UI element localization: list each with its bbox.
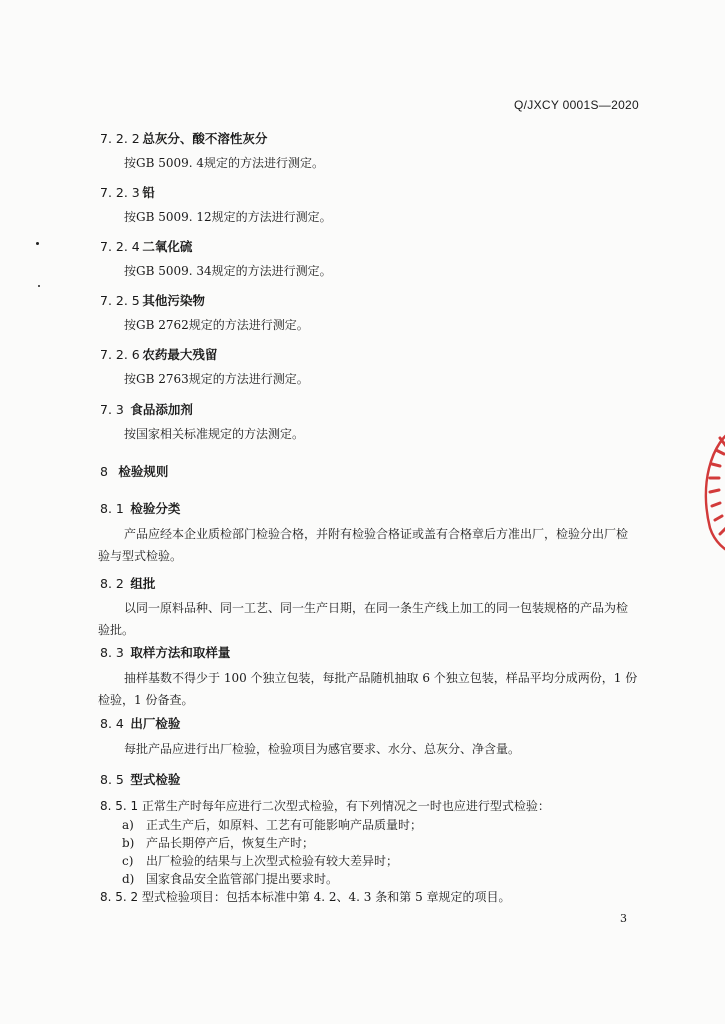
clause-text: 正常生产时每年应进行二次型式检验，有下列情况之一时也应进行型式检验：: [141, 799, 550, 813]
list-item-text: 产品长期停产后，恢复生产时；: [146, 836, 315, 850]
document-code: Q/JXCY 0001S—2020: [514, 98, 639, 112]
section-number: 7. 2. 5: [100, 293, 140, 308]
list-marker: b): [122, 836, 135, 850]
paragraph-7-2-2: 按GB 5009. 4规定的方法进行测定。: [124, 156, 325, 170]
section-title: 农药最大残留: [142, 347, 218, 362]
section-number: 7. 2. 6: [100, 347, 140, 362]
section-title: 其他污染物: [142, 293, 205, 308]
heading-8-5: [100, 770, 180, 788]
section-number: 8: [100, 464, 108, 479]
list-item: [122, 852, 398, 869]
section-number: 8. 4: [100, 716, 124, 731]
section-title: 二氧化硫: [142, 239, 193, 254]
section-number: 8. 5. 1: [100, 799, 139, 813]
heading-7-2-5: [100, 291, 205, 309]
section-title: 型式检验: [130, 772, 181, 787]
list-item-text: 国家食品安全监管部门提出要求时。: [146, 872, 339, 886]
section-title: 食品添加剂: [130, 402, 193, 417]
section-title: 出厂检验: [130, 716, 181, 731]
list-marker: d): [122, 872, 135, 886]
paragraph-8-1: 产品应经本企业质检部门检验合格，并附有检验合格证或盖有合格章后方准出厂，检验分出厂检验与型式检验。: [98, 527, 629, 563]
paragraph-8-3: 抽样基数不得少于 100 个独立包装，每批产品随机抽取 6 个独立包装，样品平均分成两份，1 份检验，1 份备查。: [98, 671, 638, 707]
section-number: 7. 2. 4: [100, 239, 140, 254]
section-title: 总灰分、酸不溶性灰分: [142, 131, 268, 146]
paragraph-8-2: 以同一原料品种、同一工艺、同一生产日期，在同一条生产线上加工的同一包装规格的产品为检验批。: [98, 601, 629, 637]
scan-speck: [36, 242, 39, 245]
section-title: 检验规则: [118, 464, 169, 479]
seal-stamp-icon: [698, 418, 725, 558]
section-number: 8. 3: [100, 645, 124, 660]
section-number: 7. 3: [100, 402, 124, 417]
paragraph-7-2-3: 按GB 5009. 12规定的方法进行测定。: [124, 210, 332, 224]
clause-8-5-2: [100, 888, 511, 905]
list-item: [122, 870, 338, 887]
section-title: 铅: [142, 185, 155, 200]
list-item-text: 出厂检验的结果与上次型式检验有较大差异时；: [146, 854, 399, 868]
paragraph-8-4: 每批产品应进行出厂检验，检验项目为感官要求、水分、总灰分、净含量。: [124, 742, 521, 756]
clause-text: 型式检验项目：包括本标准中第 4. 2、4. 3 条和第 5 章规定的项目。: [141, 890, 511, 904]
section-number: 8. 1: [100, 501, 124, 516]
heading-8: [100, 462, 168, 480]
section-title: 组批: [130, 576, 156, 591]
heading-7-2-6: [100, 345, 217, 363]
list-marker: a): [122, 818, 134, 832]
list-item: [122, 816, 422, 833]
section-number: 8. 5. 2: [100, 890, 139, 904]
section-title: 取样方法和取样量: [130, 645, 231, 660]
list-marker: c): [122, 854, 134, 868]
heading-7-2-3: [100, 183, 155, 201]
paragraph-7-2-6: 按GB 2763规定的方法进行测定。: [124, 372, 309, 386]
paragraph-7-2-4: 按GB 5009. 34规定的方法进行测定。: [124, 264, 332, 278]
clause-8-5-1: [100, 797, 550, 814]
heading-8-2: [100, 574, 155, 592]
list-item-text: 正式生产后，如原料、工艺有可能影响产品质量时；: [146, 818, 423, 832]
paragraph-7-3: 按国家相关标准规定的方法测定。: [124, 427, 305, 441]
section-number: 7. 2. 2: [100, 131, 140, 146]
heading-8-1: [100, 499, 180, 517]
heading-7-2-2: [100, 129, 267, 147]
heading-8-4: [100, 714, 180, 732]
section-number: 7. 2. 3: [100, 185, 140, 200]
heading-7-2-4: [100, 237, 192, 255]
page-number: 3: [620, 912, 627, 925]
section-title: 检验分类: [130, 501, 181, 516]
section-number: 8. 5: [100, 772, 124, 787]
list-item: [122, 834, 314, 851]
scan-speck: [38, 285, 40, 287]
heading-8-3: [100, 643, 230, 661]
heading-7-3: [100, 400, 193, 418]
paragraph-7-2-5: 按GB 2762规定的方法进行测定。: [124, 318, 309, 332]
section-number: 8. 2: [100, 576, 124, 591]
